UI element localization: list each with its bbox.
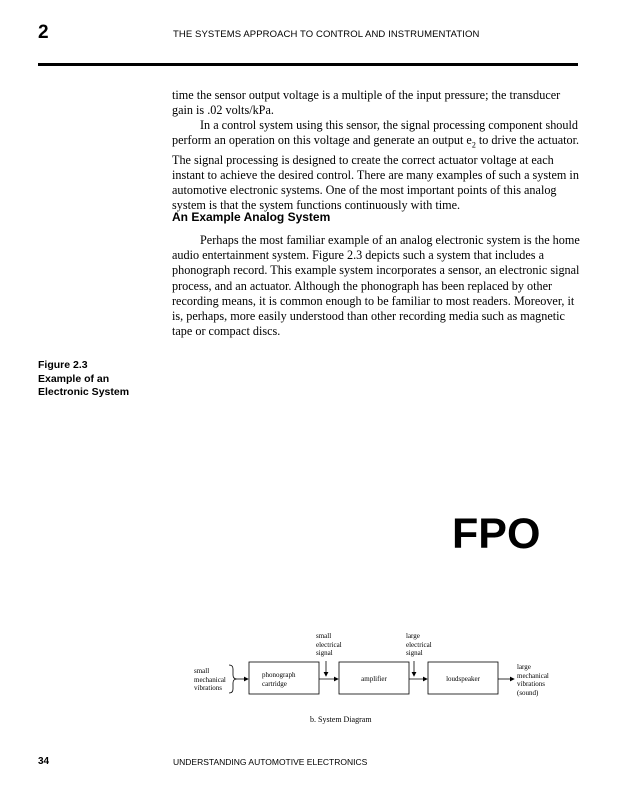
figure-caption-line-1: Figure 2.3 [38,359,88,371]
paragraph-3: Perhaps the most familiar example of an analog electronic system is the home audio entertainment system. Figure 2.3 depicts such a system that includes a phonograph record. This example system incorporates a sensor, an electronic signal process, and an actuator. Although the phonograph has been replaced by other recording means, it is common enough to be familiar to most readers. Moreover, it is, perhaps, more easily understood than other recording media such as magnetic tape or compact discs. [172,233,580,339]
input-label-line-3: vibrations [194,684,222,692]
running-head: THE SYSTEMS APPROACH TO CONTROL AND INSTRUMENTATION [173,29,480,40]
small-signal-line-3: signal [316,649,333,657]
paragraph-1: time the sensor output voltage is a multiple of the input pressure; the transducer gain is .02 volts/kPa. [172,88,561,118]
page-number: 34 [38,756,50,767]
large-signal-line-1: large [406,632,420,640]
input-label [194,667,226,693]
large-signal-line-3: signal [406,649,423,657]
output-label [517,663,549,697]
cartridge-label-line-1: phonograph [262,671,296,679]
large-signal-line-2: electrical [406,640,432,649]
large-signal-label [406,632,432,658]
cartridge-label [262,671,295,688]
figure-caption-line-3: Electronic System [38,386,130,398]
fpo-placeholder: FPO [452,510,541,558]
subscript-2: 2 [471,140,476,150]
small-signal-label [316,632,342,658]
section-heading: An Example Analog System [172,210,331,224]
figure-caption-line-2: Example of an [38,372,110,385]
running-foot: UNDERSTANDING AUTOMOTIVE ELECTRONICS [173,757,368,767]
input-label-line-2: mechanical [194,675,226,684]
paragraph-2-text-a: In a control system using this sensor, the signal processing component should perform an operation on this voltage and generate an output e [172,118,578,148]
chapter-number: 2 [38,22,49,43]
loudspeaker-label: loudspeaker [446,675,480,683]
input-label-line-1: small [194,667,210,675]
small-signal-line-1: small [316,632,332,640]
small-signal-line-2: electrical [316,640,342,649]
output-label-line-4: (sound) [517,688,539,697]
amplifier-label: amplifier [361,675,387,683]
paragraph-2-text-b: to drive the actuator. The signal processing is designed to create the correct actuator voltage at each instant to achieve the desired control. There are many examples of such a system in automotive electronic systems. One of the most important points of this analog system is that the system functions continuously with time. [172,133,580,213]
diagram-caption: b. System Diagram [310,715,372,724]
output-label-line-2: mechanical [517,671,549,680]
cartridge-label-line-2: cartridge [262,679,287,688]
input-brace [229,665,237,693]
output-label-line-3: vibrations [517,680,545,688]
output-label-line-1: large [517,663,531,671]
